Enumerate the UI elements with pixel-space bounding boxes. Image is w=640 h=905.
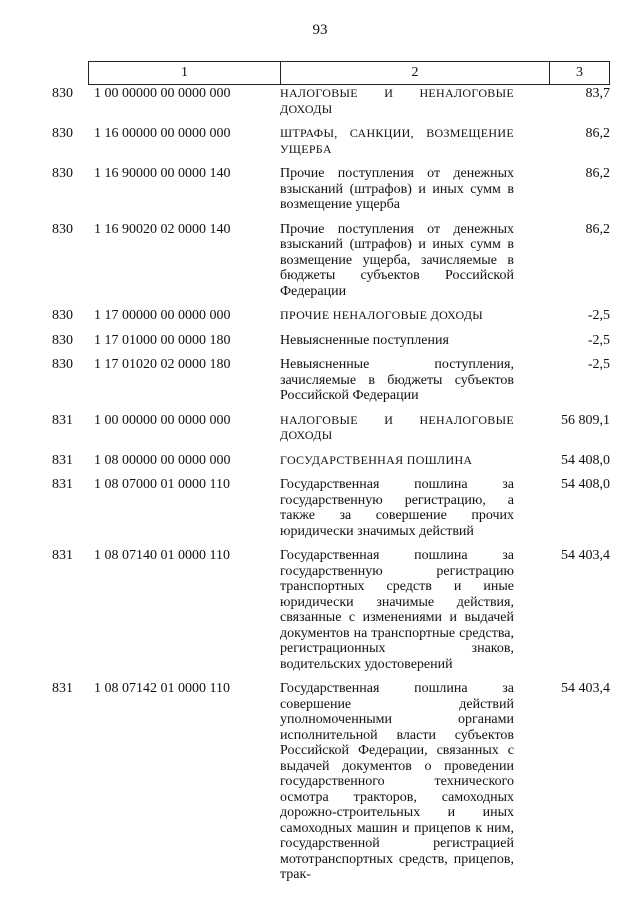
- revenue-name: ГОСУДАРСТВЕННАЯ ПОШЛИНА: [280, 452, 473, 467]
- revenue-name: Прочие поступления от денежных взысканий (штрафов) и иных сумм в возмещение ущерба: [280, 166, 514, 212]
- table-row: [0, 548, 640, 672]
- revenue-name: Государственная пошлина за совершение действий уполномоченными органами исполнительной власти субъектов Российской Федерации, связанных с выдачей документов о проведении государственного технического осмотра тракторов, самоходных дорожно-строительных и иных самоходных машин и прицепов к ним, государственной регистрацией мототранспортных средств, прицепов, трак-: [280, 681, 514, 882]
- revenue-name: ПРОЧИЕ НЕНАЛОГОВЫЕ ДОХОДЫ: [280, 308, 484, 322]
- table-row: [0, 681, 640, 883]
- amount-value: 86,2: [585, 126, 610, 141]
- budget-code: 1 17 01020 02 0000 180: [94, 357, 231, 372]
- admin-code: 830: [52, 166, 73, 181]
- budget-code: 1 00 00000 00 0000 000: [94, 86, 231, 101]
- table-row: [0, 453, 640, 469]
- budget-code: 1 16 90020 02 0000 140: [94, 221, 231, 237]
- header-col-1: 1: [89, 62, 281, 84]
- admin-code: 830: [52, 308, 73, 323]
- revenue-name: Государственная пошлина за государственную регистрацию, а также за совершение прочих юридически значимых действий: [280, 477, 514, 539]
- amount-value: 54 403,4: [561, 548, 610, 563]
- revenue-name: Прочие поступления от денежных взысканий (штрафов) и иных сумм в возмещение ущерба, зачисляемые в бюджеты субъектов Российской Федерации: [280, 221, 514, 299]
- amount-value: 86,2: [585, 221, 610, 237]
- admin-code: 831: [52, 412, 73, 428]
- amount-value: 86,2: [585, 166, 610, 181]
- admin-code: 830: [52, 332, 73, 348]
- admin-code: 831: [52, 548, 73, 563]
- budget-code: 1 08 07140 01 0000 110: [94, 548, 230, 563]
- admin-code: 830: [52, 221, 73, 237]
- table-row: [0, 86, 640, 117]
- amount-value: -2,5: [587, 357, 610, 372]
- budget-code: 1 17 01000 00 0000 180: [94, 332, 231, 348]
- budget-code: 1 16 00000 00 0000 000: [94, 126, 231, 141]
- amount-value: -2,5: [587, 308, 610, 323]
- amount-value: 83,7: [585, 86, 610, 101]
- header-col-2: 2: [281, 62, 550, 84]
- table-row: [0, 126, 640, 157]
- amount-value: 56 809,1: [561, 412, 610, 428]
- amount-value: -2,5: [587, 332, 610, 348]
- admin-code: 830: [52, 126, 73, 141]
- revenue-name: Государственная пошлина за государственную регистрацию транспортных средств и иные юридически значимые действия, связанные с изменениями и выдачей документов на транспортные средства, регистрационных знаков, водительских удостоверений: [280, 548, 514, 672]
- table-row: [0, 333, 640, 349]
- budget-code: 1 08 07000 01 0000 110: [94, 477, 230, 492]
- revenue-name: НАЛОГОВЫЕ И НЕНАЛОГОВЫЕ ДОХОДЫ: [280, 412, 514, 442]
- budget-code: 1 08 07142 01 0000 110: [94, 681, 230, 696]
- admin-code: 831: [52, 452, 73, 468]
- table-row: [0, 166, 640, 213]
- table-row: [0, 413, 640, 444]
- table-header: [88, 61, 610, 85]
- admin-code: 831: [52, 681, 73, 696]
- amount-value: 54 408,0: [561, 477, 610, 492]
- revenue-name: НАЛОГОВЫЕ И НЕНАЛОГОВЫЕ ДОХОДЫ: [280, 86, 514, 116]
- table-row: [0, 222, 640, 300]
- revenue-name: ШТРАФЫ, САНКЦИИ, ВОЗМЕЩЕНИЕ УЩЕРБА: [280, 126, 514, 156]
- table-row: [0, 357, 640, 404]
- table-row: [0, 477, 640, 539]
- table-row: [0, 308, 640, 324]
- revenue-name: Невыясненные поступления, зачисляемые в бюджеты субъектов Российской Федерации: [280, 357, 514, 403]
- budget-code: 1 16 90000 00 0000 140: [94, 166, 231, 181]
- admin-code: 831: [52, 477, 73, 492]
- table-body: [0, 86, 640, 892]
- budget-code: 1 00 00000 00 0000 000: [94, 412, 231, 428]
- budget-code: 1 17 00000 00 0000 000: [94, 308, 231, 323]
- header-col-3: 3: [576, 65, 583, 80]
- admin-code: 830: [52, 357, 73, 372]
- amount-value: 54 408,0: [561, 452, 610, 468]
- budget-code: 1 08 00000 00 0000 000: [94, 452, 231, 468]
- revenue-name: Невыясненные поступления: [280, 332, 449, 348]
- amount-value: 54 403,4: [561, 681, 610, 696]
- admin-code: 830: [52, 86, 73, 101]
- page-number: 93: [312, 22, 328, 38]
